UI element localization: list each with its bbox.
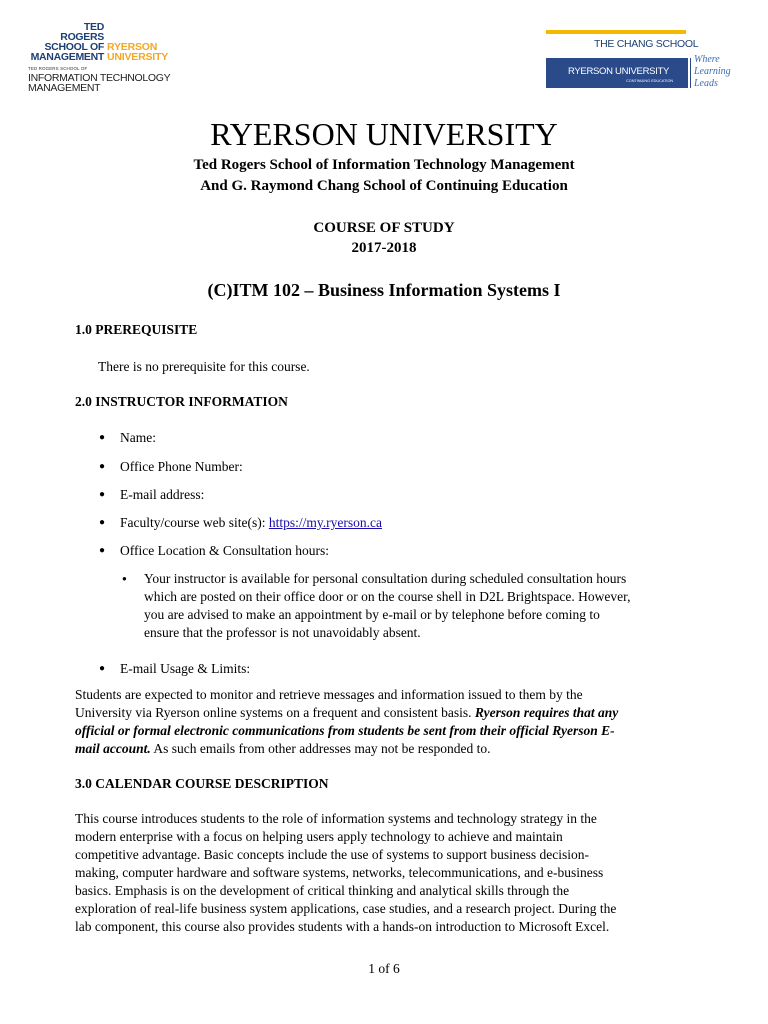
school-line-1: Ted Rogers School of Information Technology Management	[193, 157, 575, 173]
logo-text: UNIVERSITY	[107, 51, 169, 63]
itm-logo-text: INFORMATION TECHNOLOGY	[28, 72, 171, 84]
doc-type: COURSE OF STUDY	[313, 220, 455, 236]
instructor-phone-label: Office Phone Number:	[120, 459, 243, 474]
logo-text: ROGERS	[60, 31, 104, 43]
description-line: competitive advantage. Basic concepts include the use of systems to support business decision-	[75, 847, 590, 862]
description-line: basics. Emphasis is on the development of critical thinking and analytical skills through the	[75, 883, 570, 898]
university-title: RYERSON UNIVERSITY	[210, 116, 558, 152]
paragraph-line	[75, 740, 695, 758]
description-line: making, computer hardware and software systems, networks, telecommunications, and e-business	[75, 865, 604, 880]
paragraph-text: As such emails from other addresses may not be responded to.	[150, 741, 491, 756]
email-usage-label: E-mail Usage & Limits:	[120, 661, 251, 676]
policy-emphasis: official or formal electronic communications from students be sent from their official Ryerson E-	[75, 723, 615, 738]
chang-school-name: THE CHANG SCHOOL	[594, 38, 699, 50]
consultation-line: ensure that the professor is not unavoidably absent.	[144, 625, 421, 640]
tagline-line: Where	[694, 54, 720, 65]
prereq-text: There is no prerequisite for this course.	[98, 359, 310, 374]
logo-divider	[690, 58, 691, 88]
chang-school-logo	[546, 30, 736, 92]
itm-small-text: TED ROGERS SCHOOL OF	[28, 66, 88, 71]
section-heading-prereq: 1.0 PREREQUISITE	[75, 322, 198, 337]
bullet-icon: ●	[99, 517, 106, 528]
tagline-line: Learning	[694, 66, 731, 77]
policy-emphasis: mail account.	[75, 741, 151, 756]
bullet-icon: ●	[99, 545, 106, 556]
description-line: exploration of real-life business system applications, case studies, and a research project. During the	[75, 901, 617, 916]
consultation-line: you are advised to make an appointment by e-mail or by telephone before coming to	[144, 607, 600, 622]
bullet-icon: ●	[99, 489, 106, 500]
instructor-name-label: Name:	[120, 430, 156, 445]
instructor-office-label: Office Location & Consultation hours:	[120, 543, 329, 558]
ryerson-box-sub: CONTINUING EDUCATION	[626, 79, 674, 83]
calendar-description	[75, 810, 695, 936]
paragraph-text: University via Ryerson online systems on a frequent and consistent basis.	[75, 705, 475, 720]
consultation-line: which are posted on their office door or on the course shell in D2L Brightspace. However,	[144, 589, 631, 604]
consultation-line: Your instructor is available for personal consultation during scheduled consultation hours	[144, 571, 627, 586]
tagline	[694, 54, 731, 90]
description-line: lab component, this course also provides students with a hands-on introduction to Microsoft Excel.	[75, 919, 610, 934]
consultation-text	[144, 570, 630, 642]
bullet-icon: ●	[99, 461, 106, 472]
tagline-line: Leads	[694, 78, 718, 89]
policy-emphasis: Ryerson requires that any	[474, 705, 619, 720]
ryerson-wordmark	[107, 42, 168, 62]
instructor-email-label: E-mail address:	[120, 487, 205, 502]
bullet-icon: ●	[99, 663, 106, 674]
description-line: This course introduces students to the role of information systems and technology strategy in the	[75, 811, 597, 826]
logo-text: MANAGEMENT	[30, 51, 104, 63]
ryerson-box	[546, 58, 688, 88]
academic-year: 2017-2018	[351, 240, 417, 256]
section-heading-calendar: 3.0 CALENDAR COURSE DESCRIPTION	[75, 776, 329, 791]
logo-text: RYERSON	[107, 41, 158, 53]
itm-logo-text: MANAGEMENT	[28, 82, 101, 94]
instructor-website-item	[120, 514, 382, 532]
logo-text: SCHOOL OF	[44, 41, 104, 53]
website-link[interactable]: https://my.ryerson.ca	[268, 515, 382, 530]
logo-accent-bar	[546, 30, 686, 34]
paragraph-line: Students are expected to monitor and retrieve messages and information issued to them by the	[75, 687, 583, 702]
logo-text: TED	[83, 21, 104, 33]
email-policy-paragraph	[75, 686, 695, 758]
section-heading-instructor: 2.0 INSTRUCTOR INFORMATION	[75, 394, 288, 409]
description-line: modern enterprise with a focus on helping users apply technology to achieve and maintain	[75, 829, 563, 844]
page-number: 1 of 6	[368, 961, 400, 976]
ted-rogers-wordmark	[26, 22, 104, 62]
school-line-2: And G. Raymond Chang School of Continuing Education	[200, 178, 568, 194]
sub-bullet-icon: ●	[122, 574, 127, 583]
bullet-icon: ●	[99, 432, 106, 443]
website-label: Faculty/course web site(s):	[120, 515, 269, 530]
paragraph-line	[75, 704, 695, 722]
course-title: (C)ITM 102 – Business Information Systems I	[207, 280, 561, 300]
ryerson-box-name: RYERSON UNIVERSITY	[568, 66, 670, 77]
ted-rogers-logo	[26, 21, 171, 98]
